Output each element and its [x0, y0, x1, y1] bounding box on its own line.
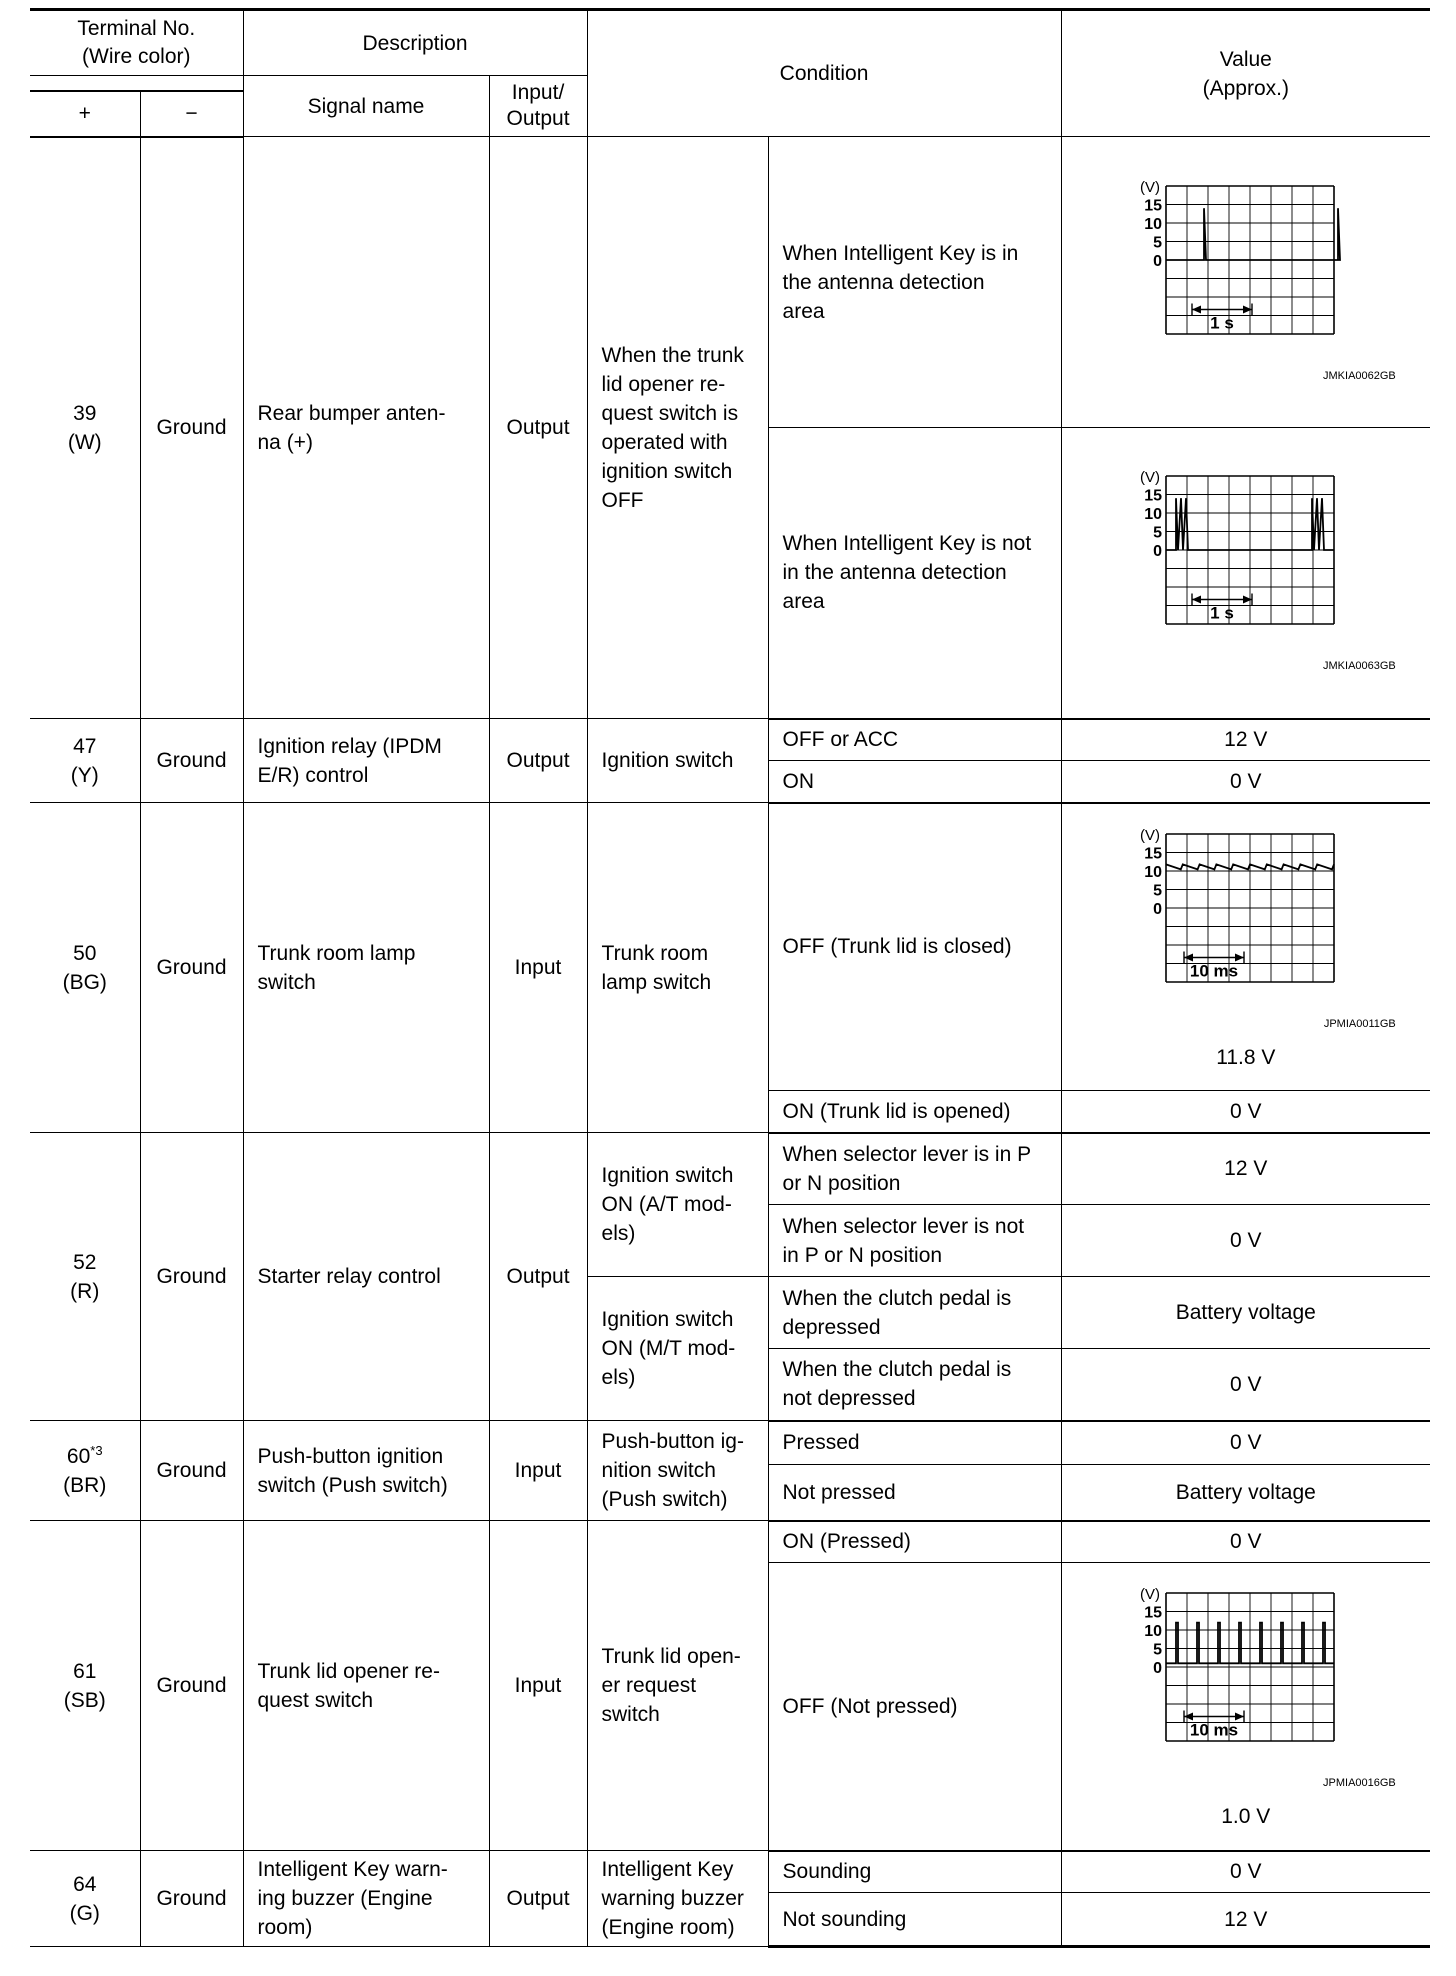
- axis-tick-label: 10: [1143, 506, 1162, 524]
- signal-name-cell: Starter relay control: [243, 1133, 489, 1421]
- axis-tick-label: 0: [1152, 543, 1162, 561]
- io-cell: Input: [489, 803, 587, 1133]
- condition-cell: Ignition switch: [587, 719, 768, 803]
- waveform-trace: [1166, 208, 1340, 260]
- condition-header: Condition: [587, 10, 1061, 137]
- ground-cell: Ground: [140, 1851, 243, 1947]
- table-row-47a: [30, 719, 1430, 761]
- ground-cell: Ground: [140, 1521, 243, 1851]
- axis-unit-label: (V): [1139, 469, 1160, 487]
- sub-condition-cell: ON: [768, 761, 1061, 803]
- time-scale-label: 10 ms: [1189, 1720, 1238, 1740]
- io-cell: Output: [489, 719, 587, 803]
- figure-code: JPMIA0016GB: [1323, 1777, 1396, 1790]
- waveform-cell: [1061, 137, 1430, 428]
- condition-cell: Ignition switch ON (M/T mod- els): [587, 1277, 768, 1421]
- signal-name-cell: Ignition relay (IPDM E/R) control: [243, 719, 489, 803]
- axis-tick-label: 5: [1152, 524, 1162, 542]
- io-header: Input/ Output: [489, 76, 587, 137]
- axis-tick-label: 15: [1143, 1604, 1162, 1622]
- terminal-cell: 64 (G): [30, 1851, 140, 1947]
- description-header: Description: [243, 10, 587, 76]
- io-cell: Input: [489, 1421, 587, 1521]
- value-cell: 0 V: [1061, 1091, 1430, 1133]
- axis-tick-label: 0: [1152, 900, 1162, 918]
- value-cell: 12 V: [1061, 1133, 1430, 1205]
- terminal-cell: 47 (Y): [30, 719, 140, 803]
- axis-tick-label: 0: [1152, 252, 1162, 270]
- axis-tick-label: 15: [1143, 845, 1162, 863]
- sub-condition-cell: ON (Trunk lid is opened): [768, 1091, 1061, 1133]
- sub-condition-cell: OFF (Not pressed): [768, 1563, 1061, 1851]
- minus-header: −: [140, 91, 243, 136]
- ground-cell: Ground: [140, 1421, 243, 1521]
- axis-tick-label: 15: [1143, 197, 1162, 214]
- waveform-cell: [1061, 1563, 1430, 1851]
- approx-label: (Approx.): [1202, 76, 1289, 100]
- table-row-39a: [30, 137, 1430, 428]
- value-header: [1061, 10, 1430, 137]
- sub-condition-cell: Not sounding: [768, 1893, 1061, 1947]
- io-cell: Output: [489, 1851, 587, 1947]
- ground-cell: Ground: [140, 137, 243, 719]
- terminal-spec-table: [30, 8, 1430, 1948]
- condition-cell: Trunk lid open- er request switch: [587, 1521, 768, 1851]
- time-scale-label: 1 s: [1209, 603, 1234, 623]
- axis-tick-label: 5: [1152, 234, 1162, 251]
- terminal-cell: 52 (R): [30, 1133, 140, 1421]
- signal-name-cell: Rear bumper anten- na (+): [243, 137, 489, 719]
- axis-tick-label: 15: [1143, 487, 1162, 505]
- waveform-chart: [1096, 174, 1396, 364]
- value-cell: 0 V: [1061, 1421, 1430, 1465]
- wire-color-label: (Wire color): [82, 45, 191, 68]
- waveform-chart: [1096, 1581, 1396, 1771]
- axis-tick-label: 5: [1152, 882, 1162, 900]
- waveform-cell: [1061, 803, 1430, 1091]
- sub-condition-cell: Sounding: [768, 1851, 1061, 1893]
- figure-code: JMKIA0063GB: [1323, 660, 1396, 673]
- table-row-50a: [30, 803, 1430, 1091]
- value-cell: 0 V: [1061, 1349, 1430, 1421]
- sub-condition-cell: When the clutch pedal is depressed: [768, 1277, 1061, 1349]
- ground-cell: Ground: [140, 1133, 243, 1421]
- sub-condition-cell: Pressed: [768, 1421, 1061, 1465]
- sub-condition-cell: ON (Pressed): [768, 1521, 1061, 1563]
- plus-header: +: [30, 91, 140, 136]
- condition-cell: When the trunk lid opener re- quest switch is operated with ignition switch OFF: [587, 137, 768, 719]
- sub-condition-cell: OFF or ACC: [768, 719, 1061, 761]
- io-cell: Input: [489, 1521, 587, 1851]
- terminal-cell: 50 (BG): [30, 803, 140, 1133]
- waveform-value: 11.8 V: [1216, 1045, 1276, 1069]
- waveform-value: 1.0 V: [1221, 1805, 1271, 1829]
- time-scale-label: 10 ms: [1189, 961, 1238, 981]
- table-row-60a: [30, 1421, 1430, 1465]
- ground-cell: Ground: [140, 803, 243, 1133]
- sub-condition-cell: Not pressed: [768, 1465, 1061, 1521]
- signal-name-cell: Push-button ignition switch (Push switch): [243, 1421, 489, 1521]
- value-cell: 12 V: [1061, 1893, 1430, 1947]
- io-cell: Output: [489, 1133, 587, 1421]
- sub-condition-cell: When the clutch pedal is not depressed: [768, 1349, 1061, 1421]
- axis-unit-label: (V): [1139, 826, 1160, 844]
- value-cell: 0 V: [1061, 1851, 1430, 1893]
- terminal-header: [30, 10, 243, 76]
- sub-condition-cell: When Intelligent Key is not in the antenna detection area: [768, 428, 1061, 719]
- time-scale-label: 1 s: [1209, 313, 1234, 332]
- value-label: Value: [1219, 47, 1272, 71]
- value-cell: 0 V: [1061, 761, 1430, 803]
- ground-cell: Ground: [140, 719, 243, 803]
- table-row-52a: [30, 1133, 1430, 1205]
- figure-code: JMKIA0062GB: [1323, 369, 1396, 382]
- axis-tick-label: 10: [1143, 215, 1162, 233]
- signal-name-cell: Intelligent Key warn- ing buzzer (Engine room): [243, 1851, 489, 1947]
- terminal-cell: 60$^{*3}$ (BR): [30, 1421, 140, 1521]
- value-cell: 0 V: [1061, 1521, 1430, 1563]
- axis-tick-label: 0: [1152, 1660, 1162, 1678]
- signal-name-header: Signal name: [243, 76, 489, 137]
- condition-cell: Intelligent Key warning buzzer (Engine room): [587, 1851, 768, 1947]
- signal-name-cell: Trunk room lamp switch: [243, 803, 489, 1133]
- axis-tick-label: 10: [1143, 1623, 1162, 1641]
- sub-condition-cell: When selector lever is in P or N position: [768, 1133, 1061, 1205]
- value-cell: Battery voltage: [1061, 1277, 1430, 1349]
- value-cell: Battery voltage: [1061, 1465, 1430, 1521]
- condition-cell: Push-button ig- nition switch (Push switch): [587, 1421, 768, 1521]
- axis-tick-label: 10: [1143, 863, 1162, 881]
- terminal-cell: 61 (SB): [30, 1521, 140, 1851]
- table-row-61a: [30, 1521, 1430, 1563]
- signal-name-cell: Trunk lid opener re- quest switch: [243, 1521, 489, 1851]
- condition-cell: Ignition switch ON (A/T mod- els): [587, 1133, 768, 1277]
- sub-condition-cell: When Intelligent Key is in the antenna detection area: [768, 137, 1061, 428]
- axis-tick-label: 5: [1152, 1641, 1162, 1659]
- axis-unit-label: (V): [1139, 1586, 1160, 1604]
- terminal-no-label: Terminal No.: [77, 17, 196, 40]
- figure-code: JPMIA0011GB: [1323, 1017, 1396, 1030]
- terminal-cell: 39 (W): [30, 137, 140, 719]
- waveform-chart: [1096, 822, 1396, 1012]
- header-row-1: [30, 10, 1430, 76]
- sub-condition-cell: OFF (Trunk lid is closed): [768, 803, 1061, 1091]
- table-row-64a: [30, 1851, 1430, 1893]
- waveform-cell: [1061, 428, 1430, 719]
- value-cell: 12 V: [1061, 719, 1430, 761]
- value-cell: 0 V: [1061, 1205, 1430, 1277]
- terminal-spec-page: [30, 8, 1430, 1948]
- io-cell: Output: [489, 137, 587, 719]
- axis-unit-label: (V): [1139, 178, 1160, 196]
- footnote-mark: *3: [90, 1442, 103, 1458]
- waveform-chart: [1096, 464, 1396, 654]
- condition-cell: Trunk room lamp switch: [587, 803, 768, 1133]
- sub-condition-cell: When selector lever is not in P or N position: [768, 1205, 1061, 1277]
